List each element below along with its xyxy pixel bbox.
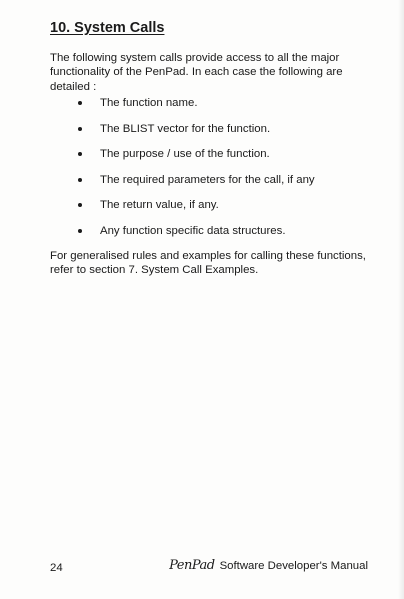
page-number: 24 [50,562,63,574]
list-item-text: The function name. [100,97,198,109]
detail-list [50,96,368,250]
list-item-text: The purpose / use of the function. [100,148,270,161]
list-item [50,198,368,224]
bullet-icon [78,203,82,207]
list-item-text: The required parameters for the call, if any [100,173,315,186]
list-item [50,224,368,250]
list-item-text: The return value, if any. [100,199,219,212]
bullet-icon [78,101,82,105]
footer-title-group [169,558,368,573]
page-edge-shadow [398,0,404,599]
bullet-icon [78,152,82,156]
intro-paragraph: The following system calls provide access to all the major functionality of the PenPad. In each case the following are detailed : [50,52,343,93]
list-item [50,96,368,122]
section-heading: 10. System Calls [50,20,165,36]
penpad-logo: PenPad [169,558,215,573]
outro-paragraph: For generalised rules and examples for calling these functions, refer to section 7. System Call Examples. [50,250,366,277]
list-item [50,147,368,173]
list-item-text: The BLIST vector for the function. [100,122,271,135]
bullet-icon [78,178,82,182]
list-item [50,122,368,148]
manual-title: Software Developer's Manual [219,560,368,572]
list-item [50,173,368,199]
page-footer [50,558,368,578]
bullet-icon [78,229,82,233]
bullet-icon [78,127,82,131]
list-item-text: Any function specific data structures. [100,224,286,237]
